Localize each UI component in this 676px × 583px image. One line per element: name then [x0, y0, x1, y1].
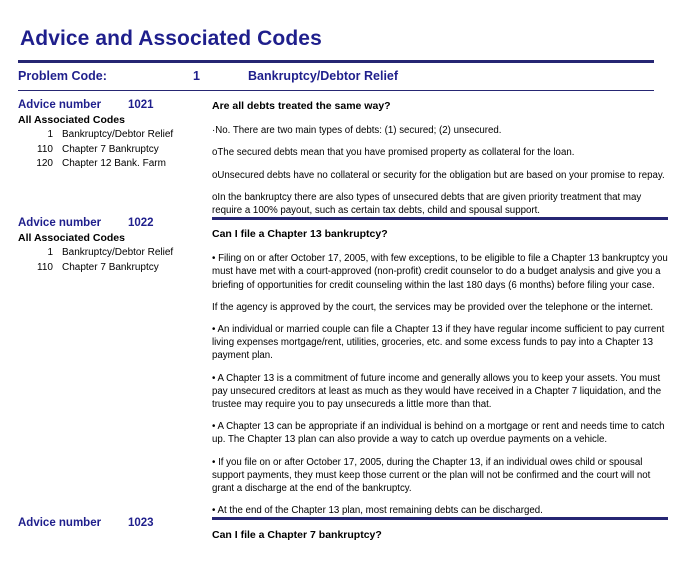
- advice-paragraph: • If you file on or after October 17, 2005, during the Chapter 13, if an individual owes child or spousal support payments, they must keep those current or the plan will not be confirmed and the court will not grant a discharge at the end of the bankruptcy.: [212, 456, 651, 494]
- advice-number-label: Advice number: [18, 99, 102, 112]
- advice-number-row: [18, 99, 212, 114]
- advice-paragraph: • A Chapter 13 is a commitment of future income and generally allows you to keep your assets. You must pay unsecured creditors at least as much as they would have received in a Chapter 7 liquidation, and the trustee may require you to pay unsecureds a little more than that.: [212, 372, 662, 410]
- problem-code-value: 1: [193, 69, 200, 84]
- advice-block: [0, 91, 672, 217]
- advice-block-divider: [212, 217, 668, 220]
- advice-question: Can I file a Chapter 13 bankruptcy?: [212, 228, 388, 241]
- all-associated-codes-label: All Associated Codes: [18, 114, 125, 127]
- all-associated-codes-label: All Associated Codes: [18, 232, 125, 245]
- code-description: Chapter 7 Bankruptcy: [62, 143, 159, 155]
- advice-number-value: 1023: [128, 517, 154, 530]
- page-title: Advice and Associated Codes: [20, 27, 322, 50]
- advice-block: [0, 517, 672, 544]
- advice-number-value: 1021: [128, 99, 154, 112]
- code-row: [18, 157, 212, 172]
- advice-question: Are all debts treated the same way?: [212, 100, 391, 113]
- advice-number-label: Advice number: [18, 517, 102, 530]
- advice-number-value: 1022: [128, 217, 154, 230]
- advice-paragraph: oUnsecured debts have no collateral or security for the obligation but are based on your promise to repay.: [212, 169, 665, 181]
- code-row: [18, 246, 212, 261]
- advice-content-column: [212, 517, 672, 544]
- code-row: [18, 143, 212, 158]
- associated-codes-column: [0, 517, 212, 532]
- advice-block-list: [0, 91, 672, 544]
- advice-paragraph: ·No. There are two main types of debts: (1) secured; (2) unsecured.: [212, 125, 502, 137]
- advice-content-column: [212, 99, 672, 217]
- advice-content-column: [212, 217, 672, 517]
- code-number: 1: [47, 247, 53, 259]
- code-description: Bankruptcy/Debtor Relief: [62, 247, 174, 259]
- problem-code-header: [0, 63, 672, 90]
- advice-block-divider: [212, 517, 668, 520]
- advice-paragraph: • A Chapter 13 can be appropriate if an individual is behind on a mortgage or rent and needs time to catch up. The Chapter 13 plan can also provide a way to catch up overdue payments on a vehicle.: [212, 421, 665, 446]
- advice-paragraph: oThe secured debts mean that you have promised property as collateral for the loan.: [212, 147, 575, 159]
- problem-code-description: Bankruptcy/Debtor Relief: [248, 69, 399, 84]
- code-description: Chapter 7 Bankruptcy: [62, 261, 159, 273]
- advice-paragraph: If the agency is approved by the court, the services may be provided over the telephone or the internet.: [212, 301, 654, 313]
- code-number: 110: [37, 143, 53, 155]
- advice-number-label: Advice number: [18, 217, 102, 230]
- advice-number-row: [18, 217, 212, 232]
- code-description: Chapter 12 Bank. Farm: [62, 158, 166, 170]
- advice-number-row: [18, 517, 212, 532]
- associated-codes-column: [0, 217, 212, 275]
- code-row: [18, 128, 212, 143]
- code-description: Bankruptcy/Debtor Relief: [62, 129, 174, 141]
- code-number: 1: [47, 129, 53, 141]
- advice-paragraph: • At the end of the Chapter 13 plan, most remaining debts can be discharged.: [212, 505, 543, 517]
- associated-codes-column: [0, 99, 212, 172]
- advice-block: [0, 217, 672, 517]
- advice-paragraph: • An individual or married couple can file a Chapter 13 if they have regular income sufficient to pay current living expenses mortgage/rent, utilities, groceries, etc. and some excess funds to pay into a Chapter 13 payment plan.: [212, 323, 665, 362]
- advice-question: Can I file a Chapter 7 bankruptcy?: [212, 529, 382, 542]
- code-row: [18, 261, 212, 276]
- advice-paragraph: • Filing on or after October 17, 2005, with few exceptions, to be eligible to file a Chapter 13 bankruptcy you must have met with a court-approved (non-profit) credit counselor to do a budget analysis and give you a briefing of opportunities for credit counseling within the last 180 days (6 months) before filing your case.: [212, 253, 668, 291]
- advice-paragraph: oIn the bankruptcy there are also types of unsecured debts that are given priority treatment that may require a 100% payout, such as certain tax debts, child and spousal support.: [212, 191, 642, 216]
- code-number: 120: [36, 158, 53, 170]
- code-number: 110: [37, 261, 53, 273]
- problem-code-label: Problem Code:: [18, 69, 107, 84]
